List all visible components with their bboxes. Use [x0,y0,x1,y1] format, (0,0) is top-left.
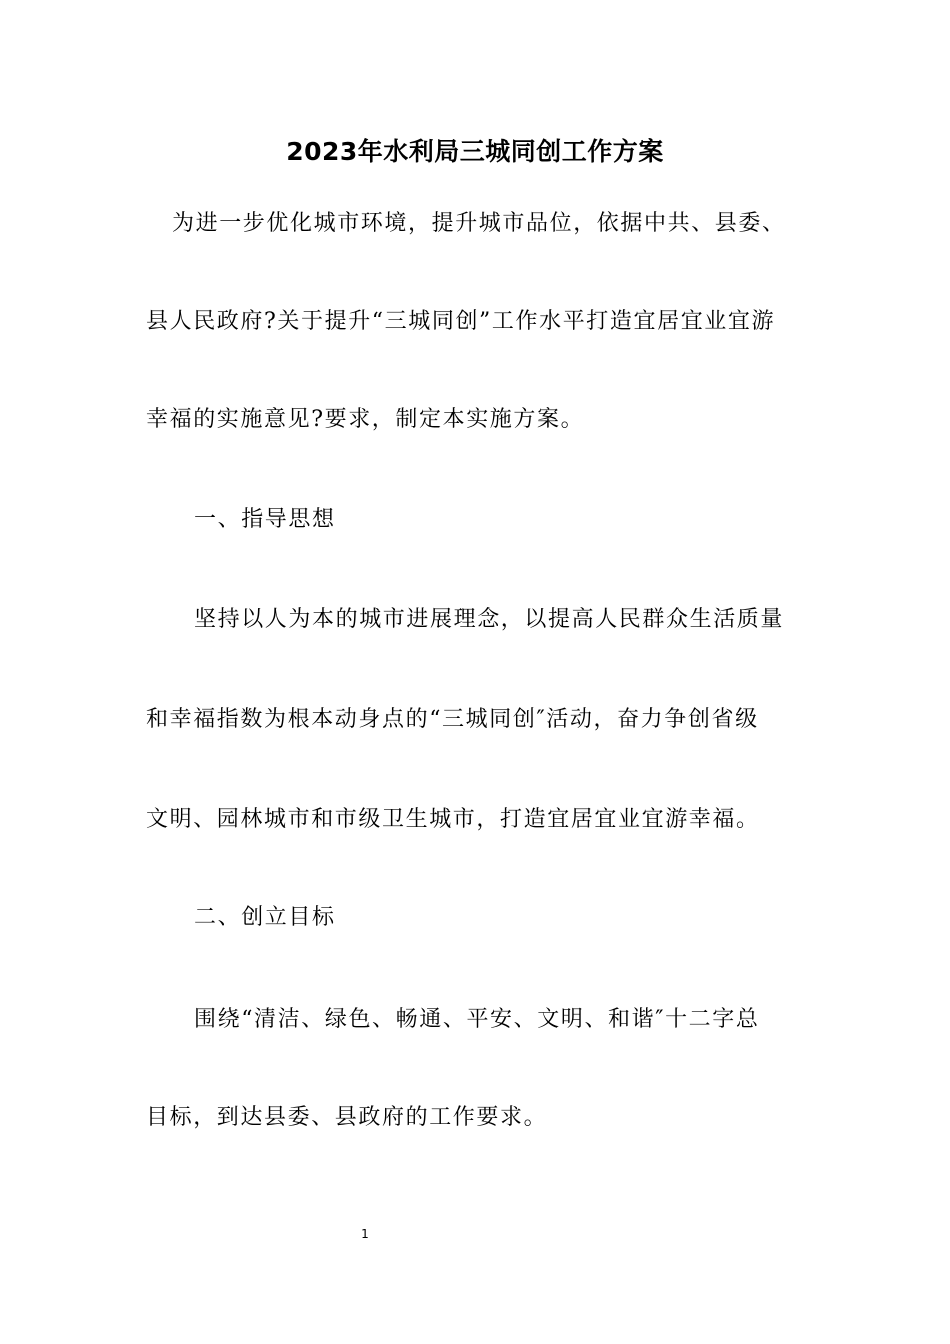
paragraph-line: 文明、园林城市和市级卫生城市，打造宜居宜业宜游幸福。 [146,807,760,832]
paragraph-line: 和幸福指数为根本动身点的“三城同创″活动，奋力争创省级 [146,707,759,732]
document-title: 2023年水利局三城同创工作方案 [286,137,664,166]
section-heading: 一、指导思想 [194,507,336,532]
paragraph-line: 县人民政府?关于提升“三城同创”工作水平打造宜居宜业宜游 [146,309,776,334]
paragraph-line: 幸福的实施意见?要求，制定本实施方案。 [146,407,585,432]
paragraph-line: 围绕“清洁、绿色、畅通、平安、文明、和谐″十二字总 [194,1007,760,1032]
paragraph-line: 为进一步优化城市环境，提升城市品位，依据中共、县委、 [172,211,786,236]
paragraph-line: 目标，到达县委、县政府的工作要求。 [146,1105,548,1130]
paragraph-line: 坚持以人为本的城市进展理念，以提高人民群众生活质量 [194,607,785,632]
page-number: 1 [361,1227,369,1241]
section-heading: 二、创立目标 [194,905,336,930]
